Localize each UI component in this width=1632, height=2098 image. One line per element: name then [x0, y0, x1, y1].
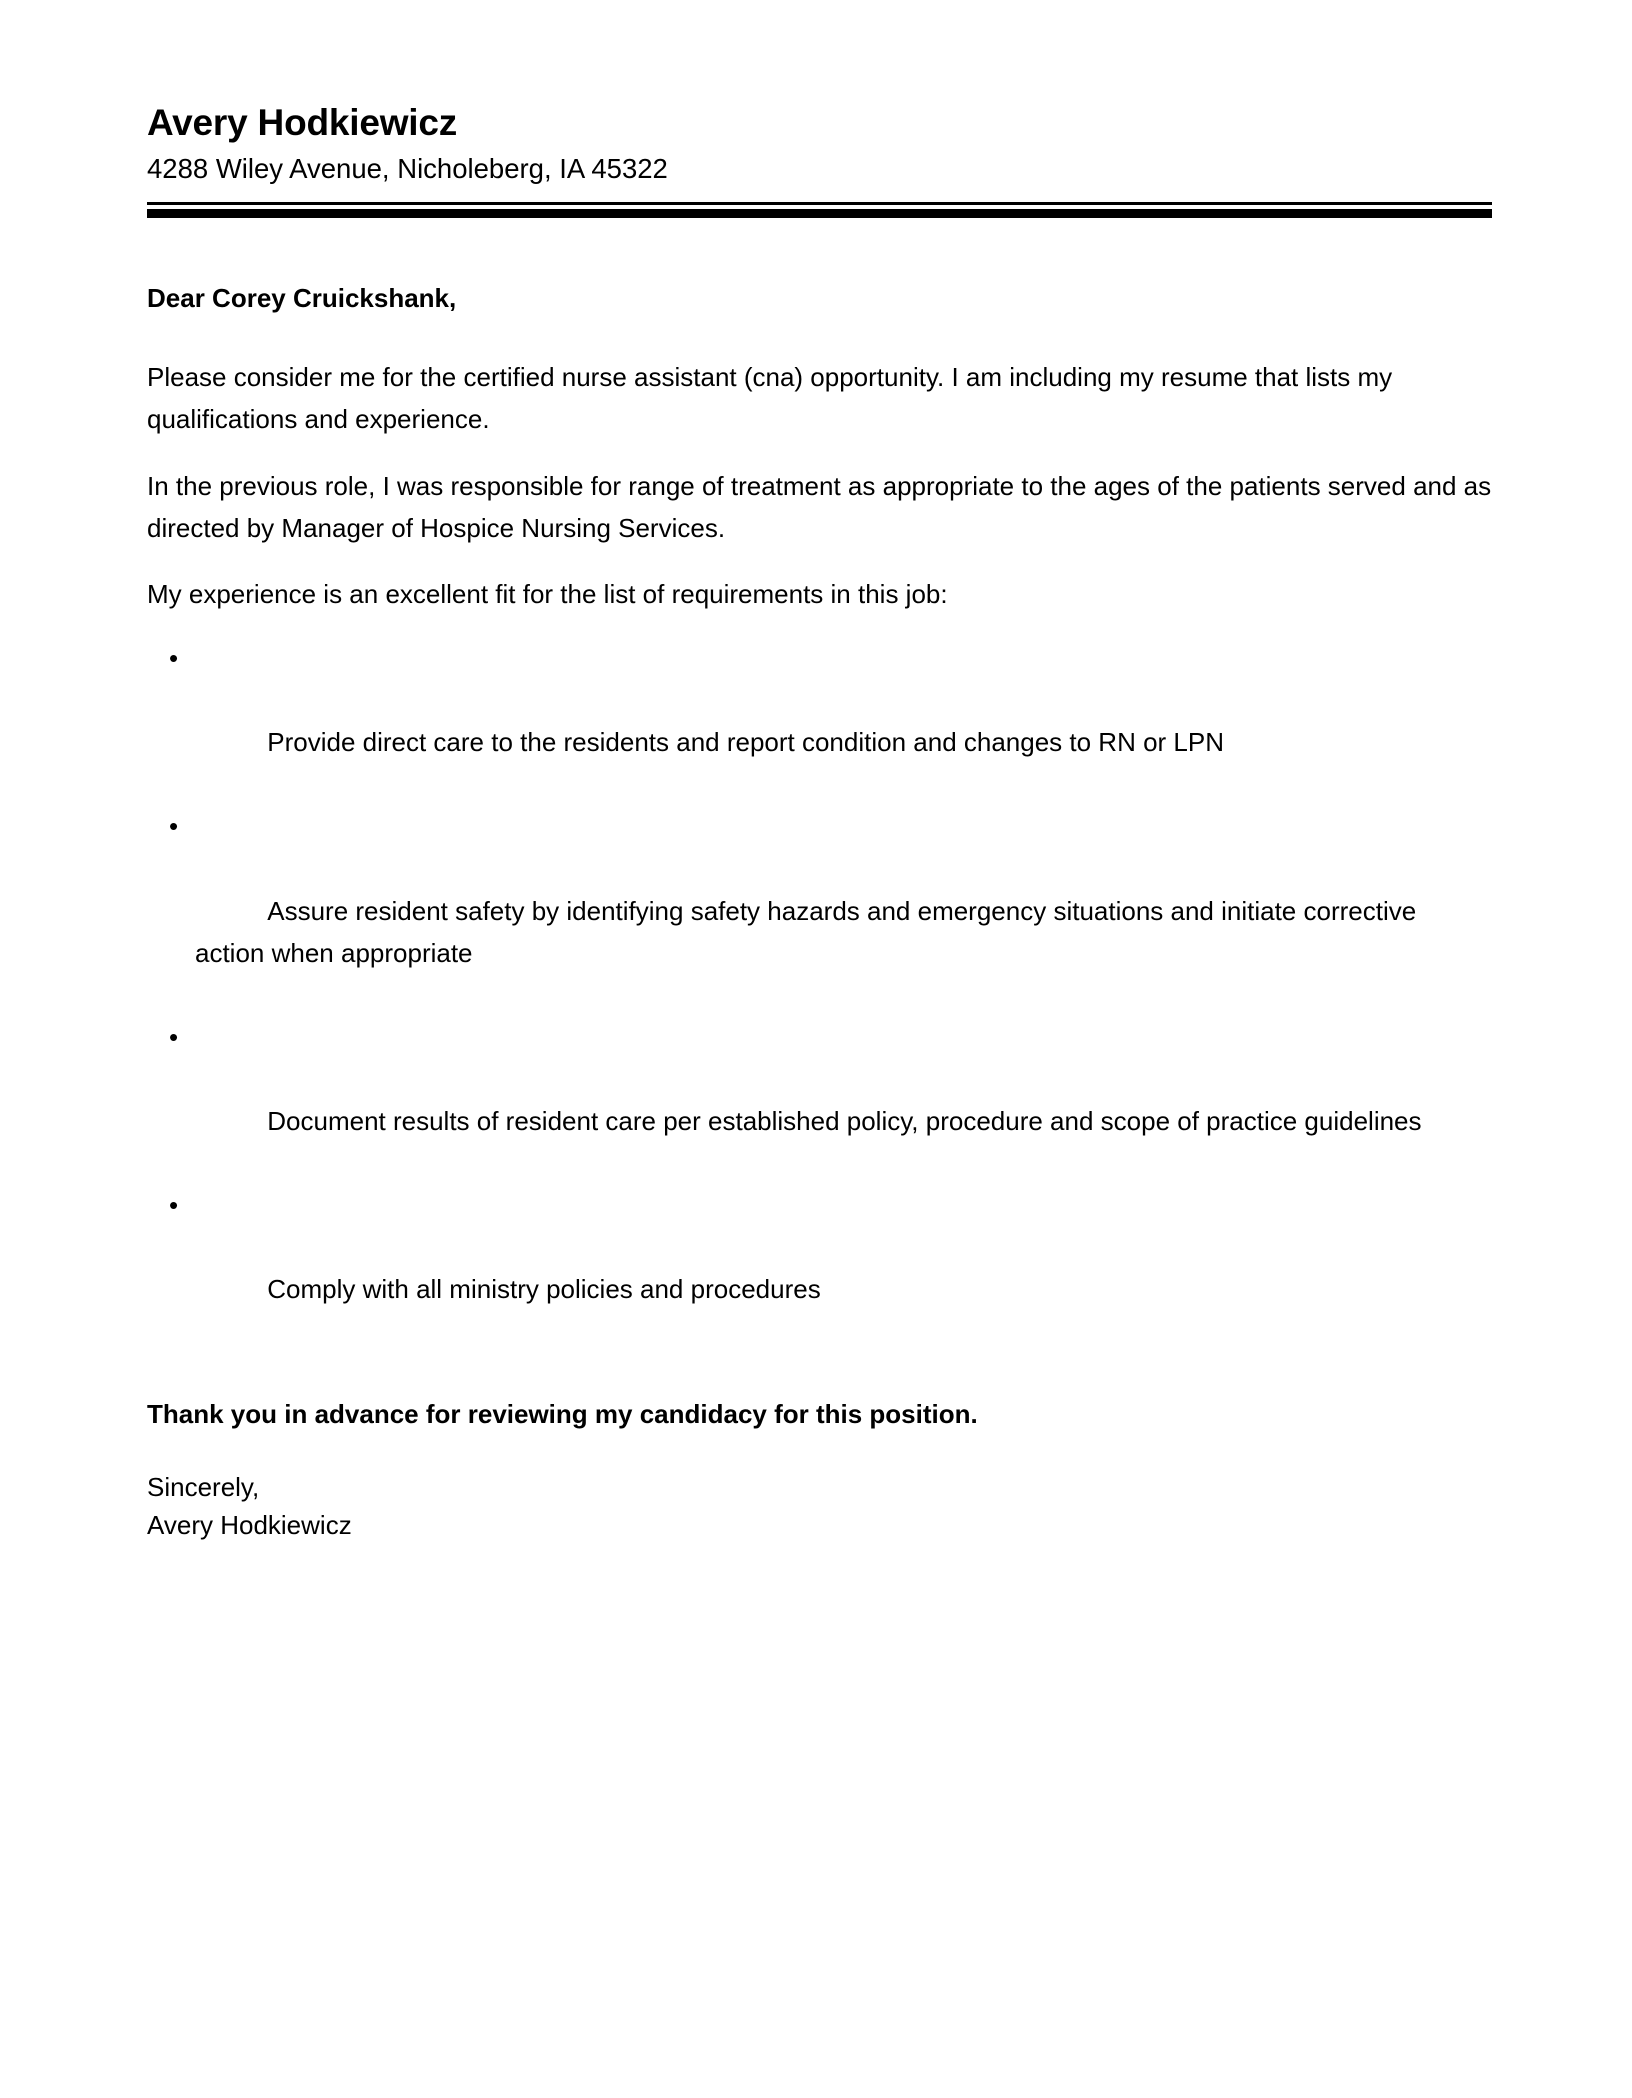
list-item-text: Document results of resident care per established policy, procedure and scope of practice guidelines	[267, 1106, 1422, 1137]
list-item	[147, 1016, 1492, 1184]
letterhead	[147, 0, 1492, 218]
bullet-point-icon: •	[169, 642, 179, 673]
closing-statement: Thank you in advance for reviewing my candidacy for this position.	[147, 1398, 978, 1429]
signoff-line: Sincerely,	[147, 1471, 260, 1502]
body-paragraph-2: In the previous role, I was responsible for range of treatment as appropriate to the ages of the patients served and as directed by Manager of Hospice Nursing Services.	[147, 470, 1499, 543]
header-divider	[147, 202, 1492, 218]
letter-content-area	[147, 0, 1499, 1545]
requirements-list	[147, 637, 1492, 1353]
body-paragraph-1: Please consider me for the certified nurse assistant (cna) opportunity. I am including my resume that lists my qualifications and experience.	[147, 362, 1400, 435]
bullet-point-icon: •	[169, 1190, 179, 1221]
signature-name: Avery Hodkiewicz	[147, 1510, 352, 1541]
letter-body	[147, 218, 1499, 1544]
list-item-text: Comply with all ministry policies and procedures	[267, 1274, 821, 1305]
header-divider-thick-line	[147, 209, 1492, 218]
list-item	[147, 805, 1492, 1016]
list-item-text: Assure resident safety by identifying safety hazards and emergency situations and initiate corrective action when appropriate	[195, 895, 1424, 968]
list-item	[147, 637, 1492, 805]
bullet-point-icon: •	[169, 811, 179, 842]
bullet-point-icon: •	[169, 1021, 179, 1052]
body-paragraph-3: My experience is an excellent fit for the list of requirements in this job:	[147, 578, 948, 609]
list-item	[147, 1184, 1492, 1352]
sender-name-heading: Avery Hodkiewicz	[147, 102, 458, 143]
salutation: Dear Corey Cruickshank,	[147, 283, 457, 314]
sender-address: 4288 Wiley Avenue, Nicholeberg, IA 45322	[147, 153, 668, 185]
list-item-text: Provide direct care to the residents and report condition and changes to RN or LPN	[267, 727, 1225, 758]
